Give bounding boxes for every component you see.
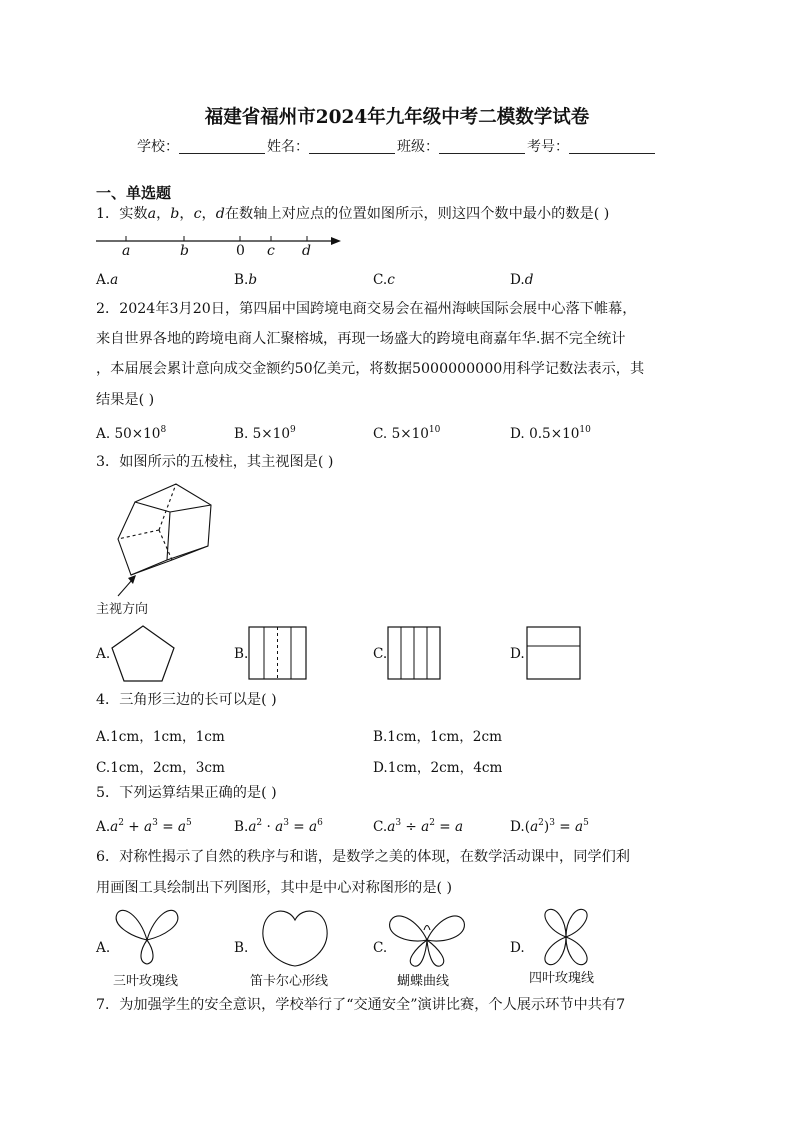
q6-option-b-label[interactable]: B. xyxy=(234,940,249,956)
q6-option-c-label[interactable]: C. xyxy=(373,940,388,956)
q4-option-a[interactable]: A.1cm，1cm，1cm xyxy=(96,729,225,745)
number-label: 考号： xyxy=(527,139,569,155)
q2-line-4: 结果是( ) xyxy=(96,392,155,408)
q1-option-a[interactable]: A.a xyxy=(96,272,119,288)
q4-option-d[interactable]: D.1cm，2cm，4cm xyxy=(373,760,503,776)
q6-line-2: 用画图工具绘制出下列图形，其中是中心对称图形的是( ) xyxy=(96,880,453,896)
q1-var-a: a xyxy=(147,206,157,222)
q1-var-c: c xyxy=(193,206,202,222)
q2-option-b[interactable]: B. $5\times 10^9$ xyxy=(234,425,296,442)
page-title: 福建省福州市2024年九年级中考二模数学试卷 xyxy=(204,107,590,128)
q4-option-c[interactable]: C.1cm，2cm，3cm xyxy=(96,760,225,776)
q3-option-c-label[interactable]: C. xyxy=(373,646,388,662)
q1-var-b: b xyxy=(170,206,180,222)
q3-view-caption: 主视方向 xyxy=(96,602,149,617)
q1-option-c[interactable]: C.c xyxy=(373,272,395,288)
name-label: 姓名： xyxy=(267,139,309,155)
q5-option-c[interactable]: $C.a^3 \div a^2 = a$ xyxy=(373,818,464,835)
q2-line-1: 2．2024年3月20日，第四届中国跨境电商交易会在福州海峡国际会展中心落下帷幕， xyxy=(96,301,637,317)
q7-line-1: 7．为加强学生的安全意识，学校举行了“交通安全”演讲比赛，个人展示环节中共有7 xyxy=(96,997,626,1013)
q3-option-d-label[interactable]: D. xyxy=(510,646,525,662)
q3-stem: 3．如图所示的五棱柱，其主视图是( ) xyxy=(96,454,334,470)
q5-option-b[interactable]: $B.a^2 \cdot a^3 = a^6$ xyxy=(234,818,323,835)
q2-option-d[interactable]: D. $0.5\times 10^{10}$ xyxy=(510,425,591,442)
class-label: 班级： xyxy=(397,139,439,155)
section-heading: 一、单选题 xyxy=(96,184,172,202)
q6-option-d-label[interactable]: D. xyxy=(510,940,525,956)
q6-option-a-label[interactable]: A. xyxy=(96,940,111,956)
axis-label-d: d xyxy=(302,243,311,259)
question-1-stem: 1．实数a，b，c，d在数轴上对应点的位置如图所示，则这四个数中最小的数是( ) xyxy=(96,206,610,222)
axis-label-a: a xyxy=(122,243,131,259)
q6-caption-a: 三叶玫瑰线 xyxy=(113,974,179,989)
q3-option-a-label[interactable]: A. xyxy=(96,646,111,662)
q4-stem: 4．三角形三边的长可以是( ) xyxy=(96,692,277,708)
q6-caption-b: 笛卡尔心形线 xyxy=(250,974,329,989)
q6-caption-d: 四叶玫瑰线 xyxy=(529,971,595,986)
q2-option-c[interactable]: C. $5\times 10^{10}$ xyxy=(373,425,441,442)
q1-option-b[interactable]: B.b xyxy=(234,272,258,288)
axis-label-b: b xyxy=(180,243,189,259)
q1-option-d[interactable]: D.d xyxy=(510,272,534,288)
axis-label-zero: 0 xyxy=(236,243,245,259)
q2-option-a[interactable]: A. $50\times 10^8$ xyxy=(96,425,167,442)
q1-stem-post: 在数轴上对应点的位置如图所示，则这四个数中最小的数是( ) xyxy=(224,206,610,222)
axis-label-c: c xyxy=(267,243,275,259)
q1-stem-pre: 1．实数 xyxy=(96,206,148,222)
q3-option-b-label[interactable]: B. xyxy=(234,646,249,662)
q5-stem: 5．下列运算结果正确的是( ) xyxy=(96,785,277,801)
q5-option-a[interactable]: $A.a^2 + a^3 = a^5$ xyxy=(96,818,192,835)
q2-line-2: 来自世界各地的跨境电商人汇聚榕城，再现一场盛大的跨境电商嘉年华.据不完全统计 xyxy=(96,331,626,347)
q6-line-1: 6．对称性揭示了自然的秩序与和谐，是数学之美的体现，在数学活动课中，同学们利 xyxy=(96,849,630,865)
q6-caption-c: 蝴蝶曲线 xyxy=(397,974,450,989)
q4-option-b[interactable]: B.1cm，1cm，2cm xyxy=(373,729,502,745)
school-label: 学校： xyxy=(137,139,179,155)
q2-line-3: ，本届展会累计意向成交金额约50亿美元，将数据5000000000用科学记数法表示，其 xyxy=(96,361,645,377)
q1-var-d: d xyxy=(215,206,225,222)
q5-option-d[interactable]: $D.(a^2)^3 = a^5$ xyxy=(510,818,589,835)
